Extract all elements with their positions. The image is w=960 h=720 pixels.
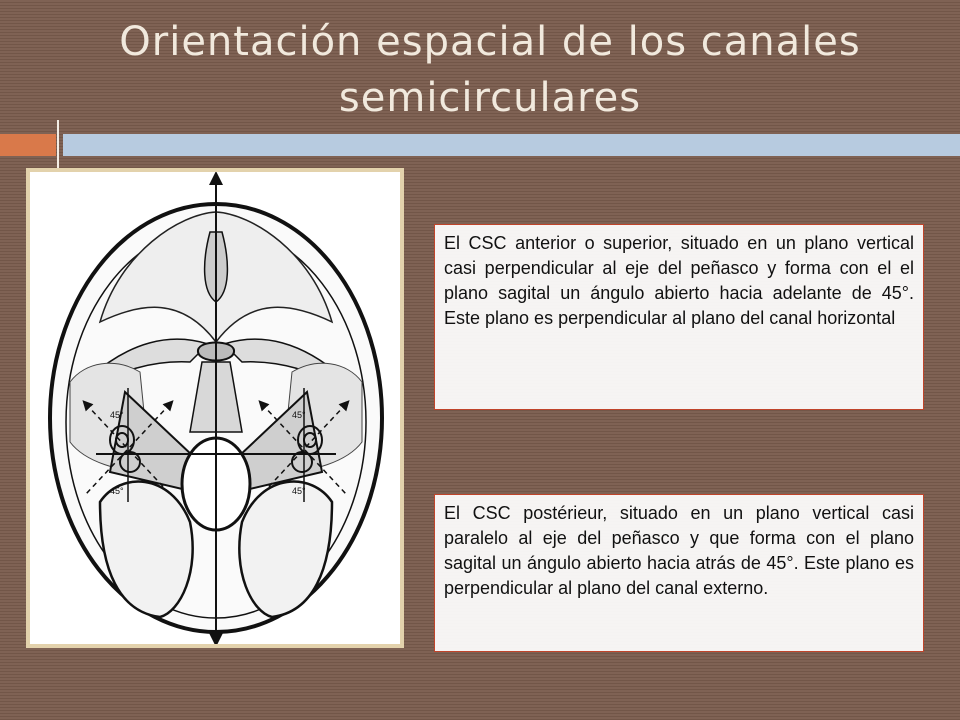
skull-base-figure: [26, 168, 404, 648]
angle-label: 45°: [292, 486, 306, 496]
angle-label: 45°: [110, 410, 124, 420]
title-accent-blue: [63, 134, 960, 156]
title-accent-divider: [57, 120, 59, 172]
angle-label: 45°: [110, 486, 124, 496]
title-accent-orange: [0, 134, 56, 156]
slide-title: Orientación espacial de los canales semicirculares: [119, 19, 861, 121]
angle-label: 45°: [292, 410, 306, 420]
posterior-canal-description: El CSC postérieur, situado en un plano vertical casi paralelo al eje del peñasco y que forma con el plano sagital un ángulo abierto hacia atrás de 45°. Este plano es perpendicular al plano del canal externo.: [434, 494, 924, 652]
skull-base-drawing: [30, 172, 400, 644]
posterior-fossa-left: [100, 482, 193, 617]
posterior-fossa-right: [239, 482, 332, 617]
anterior-canal-description: El CSC anterior o superior, situado en un plano vertical casi perpendicular al eje del peñasco y forma con el el plano sagital un ángulo abierto hacia adelante de 45°. Este plano es perpendicular al plano del canal horizontal: [434, 224, 924, 410]
